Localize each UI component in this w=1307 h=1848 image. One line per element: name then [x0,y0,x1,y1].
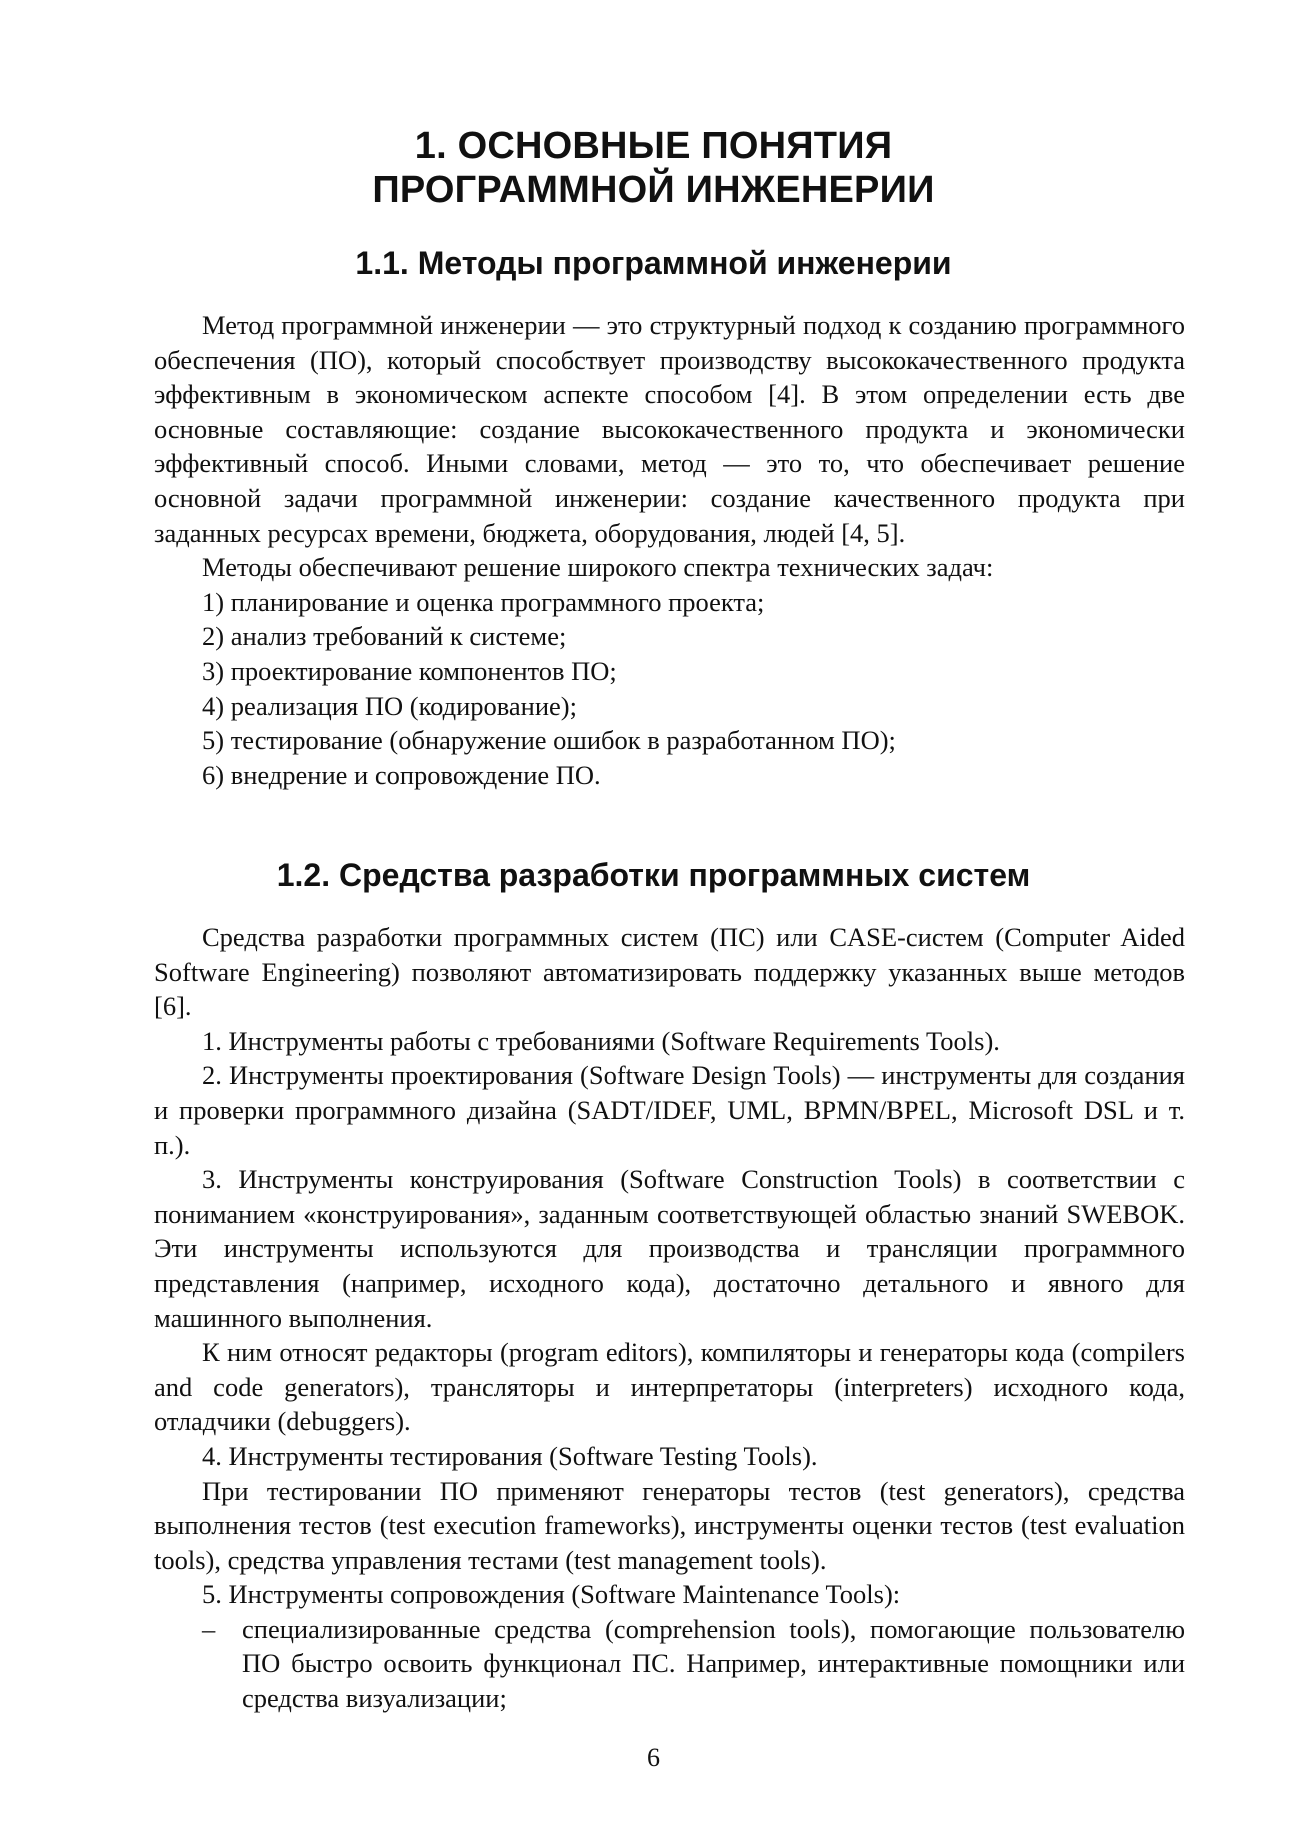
tool-item-testing: 4. Инструменты тестирования (Software Testing Tools). [202,1440,818,1471]
section-1-body [154,308,1185,792]
section-2-body [154,920,1185,1716]
chapter-title [0,124,1307,212]
tool-item-design: 2. Инструменты проектирования (Software Design Tools) — инструменты для создания и проверки программного дизайна (SADT/IDEF, UML, BPMN/BPEL, Microsoft DSL и т. п.). [154,1060,1185,1160]
list-item: 6) внедрение и сопровождение ПО. [202,759,601,790]
dash-marker: – [202,1613,216,1644]
list-item: 2) анализ требований к системе; [202,621,567,652]
list-item: 5) тестирование (обнаружение ошибок в разработанном ПО); [202,725,896,756]
list-item: 3) проектирование компонентов ПО; [202,655,617,686]
list-item: 4) реализация ПО (кодирование); [202,690,577,721]
section-2-title: 1.2. Средства разработки программных систем [276,857,1031,893]
dash-list-item-text: специализированные средства (comprehension tools), помогающие пользователю ПО быстро освоить функционал ПС. Например, интерактивные помощники или средства визуализации; [242,1613,1185,1714]
chapter-title-line2: ПРОГРАММНОЙ ИНЖЕНЕРИИ [372,169,935,211]
list-item: 1) планирование и оценка программного проекта; [202,586,765,617]
dash-list-item [154,1612,1185,1716]
tool-item-requirements: 1. Инструменты работы с требованиями (Software Requirements Tools). [202,1025,1000,1056]
paragraph: Средства разработки программных систем (ПС) или CASE-систем (Computer Aided Software Engineering) позволяют автоматизировать поддержку указанных выше методов [6]. [154,922,1185,1022]
paragraph: Метод программной инженерии — это структурный подход к созданию программного обеспечения (ПО), который способствует производству высококачественного продукта эффективным в экономическом аспекте способом [4]. В этом определении есть две основные составляющие: создание высококачественного продукта и экономически эффективный способ. Иными словами, метод — это то, что обеспечивает решение основной задачи программной инженерии: создание качественного продукта при заданных ресурсах времени, бюджета, оборудования, людей [4, 5]. [154,310,1185,548]
tool-item-construction-note: К ним относят редакторы (program editors), компиляторы и генераторы кода (compilers and code generators), трансляторы и интерпретаторы (interpreters) исходного кода, отладчики (debuggers). [154,1337,1185,1437]
tool-item-construction: 3. Инструменты конструирования (Software Construction Tools) в соответствии с пониманием «конструирования», заданным соответствующей областью знаний SWEBOK. Эти инструменты используются для производства и трансляции программного представления (например, исходного кода), достаточно детального и явного для машинного выполнения. [154,1164,1185,1333]
list-intro: Методы обеспечивают решение широкого спектра технических задач: [202,552,994,583]
tool-item-testing-note: При тестировании ПО применяют генераторы тестов (test generators), средства выполнения тестов (test execution frameworks), инструменты оценки тестов (test evaluation tools), средства управления тестами (test management tools). [154,1475,1185,1575]
section-1-title: 1.1. Методы программной инженерии [355,245,952,281]
page-number: 6 [647,1743,660,1772]
tool-item-maintenance: 5. Инструменты сопровождения (Software Maintenance Tools): [202,1579,901,1610]
chapter-title-line1: 1. ОСНОВНЫЕ ПОНЯТИЯ [414,125,893,167]
